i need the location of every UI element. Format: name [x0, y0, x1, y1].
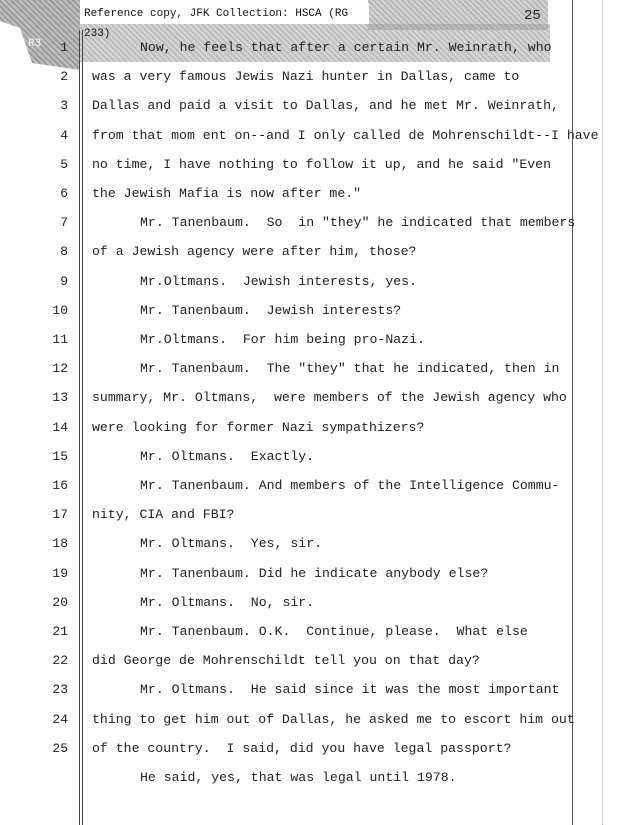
line-number: 7 — [60, 215, 68, 231]
transcript-line: Dallas and paid a visit to Dallas, and he met Mr. Weinrath, — [92, 98, 559, 114]
line-number: 11 — [52, 332, 68, 347]
transcript-line: Mr. Tanenbaum. Did he indicate anybody else? — [140, 565, 489, 581]
line-number: 14 — [52, 419, 68, 435]
transcript-line: thing to get him out of Dallas, he asked me to escort him out — [92, 711, 575, 727]
transcript-line: Mr.Oltmans. Jewish interests, yes. — [140, 273, 417, 289]
transcript-line: no time, I have nothing to follow it up, and he said "Even — [92, 156, 551, 172]
transcript-line: Mr. Oltmans. He said since it was the most important — [140, 682, 560, 698]
transcript-line: Mr. Tanenbaum. Jewish interests? — [140, 302, 402, 318]
line-number: 4 — [60, 127, 68, 143]
transcript-line: Mr. Tanenbaum. O.K. Continue, please. What else — [140, 624, 528, 639]
transcript-line: nity, CIA and FBI? — [92, 507, 235, 523]
line-number: 2 — [60, 69, 68, 85]
transcript-line: Mr. Tanenbaum. The "they" that he indicated, then in — [140, 361, 560, 377]
line-number: 22 — [52, 653, 68, 669]
scan-edge — [602, 0, 604, 825]
transcript-line: Now, he feels that after a certain Mr. Weinrath, who — [140, 40, 552, 55]
line-number: 9 — [60, 273, 68, 289]
line-number: 3 — [60, 98, 68, 114]
line-number: 10 — [52, 302, 68, 318]
scan-smudge — [0, 0, 80, 70]
line-number: 25 — [52, 740, 68, 756]
line-number: 19 — [52, 565, 68, 581]
transcript-line: Mr. Tanenbaum. And members of the Intelligence Commu- — [140, 478, 560, 493]
reference-header: Reference copy, JFK Collection: HSCA (RG 233) — [80, 4, 369, 24]
line-number: 21 — [52, 624, 68, 639]
line-number: 5 — [60, 156, 68, 172]
transcript-line: Mr. Oltmans. No, sir. — [140, 594, 315, 610]
transcript-line: was a very famous Jewis Nazi hunter in Dallas, came to — [92, 69, 520, 85]
transcript-line: Mr. Oltmans. Exactly. — [140, 448, 315, 464]
transcript-line: summary, Mr. Oltmans, were members of the Jewish agency who — [92, 390, 567, 406]
transcript-line: He said, yes, that was legal until 1978. — [140, 770, 457, 785]
transcript-line: of a Jewish agency were after him, those? — [92, 244, 417, 260]
scan-smudge — [368, 0, 548, 30]
line-number: 8 — [60, 244, 68, 260]
line-number: 20 — [52, 594, 68, 610]
transcript-line: did George de Mohrenschildt tell you on that day? — [92, 653, 480, 669]
right-margin-rule — [572, 0, 573, 825]
transcript-line: from that mom ent on--and I only called de Mohrenschildt--I have — [92, 127, 599, 143]
line-number: 18 — [52, 536, 68, 552]
transcript-line: were looking for former Nazi sympathizers? — [92, 419, 425, 435]
line-number: 1 — [60, 40, 68, 55]
line-number: 23 — [52, 682, 68, 698]
transcript-line: Mr. Oltmans. Yes, sir. — [140, 536, 323, 552]
page-number: 25 — [524, 8, 541, 24]
line-number: 13 — [52, 390, 68, 406]
transcript-line: of the country. I said, did you have legal passport? — [92, 740, 512, 756]
line-number: 17 — [52, 507, 68, 523]
line-number: 24 — [52, 711, 68, 727]
left-margin-rule — [82, 30, 83, 825]
line-number: 12 — [52, 361, 68, 377]
left-margin-rule — [79, 30, 80, 825]
line-number: 15 — [52, 448, 68, 464]
transcript-line: the Jewish Mafia is now after me." — [92, 186, 362, 201]
line-number: 6 — [60, 186, 68, 201]
line-number: 16 — [52, 478, 68, 493]
margin-mark: R3 — [28, 38, 42, 50]
transcript-line: Mr.Oltmans. For him being pro-Nazi. — [140, 332, 425, 347]
transcript-line: Mr. Tanenbaum. So in "they" he indicated that members — [140, 215, 576, 231]
